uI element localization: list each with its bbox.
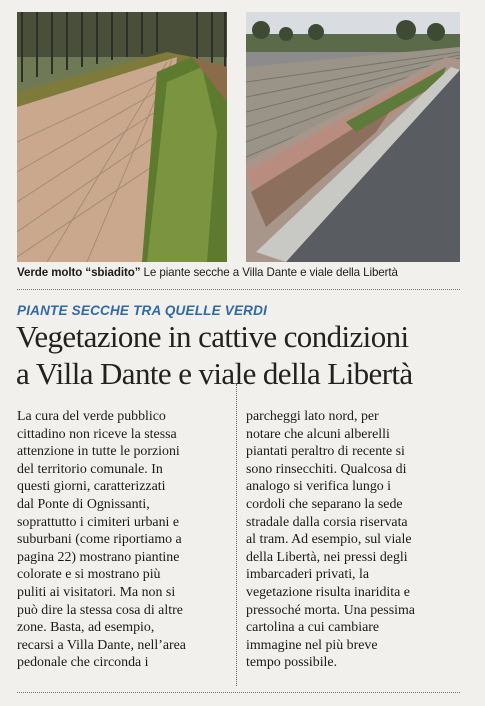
article-line: notare che alcuni alberelli — [246, 426, 390, 442]
article-line: cartolina a cui cambiare — [246, 620, 380, 636]
article-line: del territorio comunale. In — [17, 461, 163, 477]
article-line: della Libertà, nei pressi degli — [246, 549, 408, 565]
column-divider — [236, 384, 237, 686]
divider-bottom — [17, 692, 460, 693]
article-line: analogo si verifica lungo i — [246, 479, 392, 495]
article-line: imbarcaderi privati, la — [246, 567, 370, 583]
article-line: vegetazione risulta inaridita e — [246, 584, 410, 600]
left-column — [17, 408, 229, 672]
article-line: cittadino non riceve la stessa — [17, 426, 177, 442]
article-line: stradale dalla corsia riservata — [246, 514, 408, 530]
article-line: parcheggi lato nord, per — [246, 409, 379, 424]
right-column — [246, 408, 458, 672]
article-line: puliti ai visitatori. Ma non si — [17, 584, 176, 600]
article-line: sono rinsecchiti. Qualcosa di — [246, 461, 407, 477]
article-line: immagine nel più breve — [246, 637, 378, 653]
photo-walkway — [17, 12, 227, 262]
headline — [16, 318, 471, 392]
article-line: tempo possibile. — [246, 655, 338, 671]
article-line: colorate e si mostrano più — [17, 567, 161, 583]
article-line: pedonale che circonda i — [17, 655, 149, 671]
divider-top — [17, 289, 460, 290]
headline-line: Vegetazione in cattive condizioni — [16, 319, 409, 354]
caption-bold: Verde molto “sbiadito” — [17, 266, 141, 279]
article-line: al tram. Ad esempio, sul viale — [246, 532, 412, 548]
article-line: dal Ponte di Ognissanti, — [17, 496, 150, 512]
photo-tram-lane — [246, 12, 460, 262]
article-line: può dire la stessa cosa di altre — [17, 602, 183, 618]
article-line: piantati peraltro di recente si — [246, 444, 405, 460]
photo-caption — [17, 266, 467, 279]
article-line: suburbani (come riportiamo a — [17, 532, 182, 548]
article-line: attenzione in tutte le porzioni — [17, 444, 180, 460]
caption-text: Le piante secche a Villa Dante e viale della Libertà — [143, 266, 398, 279]
article-line: La cura del verde pubblico — [17, 409, 166, 424]
article-line: questi giorni, caratterizzati — [17, 479, 166, 495]
headline-line: a Villa Dante e viale della Libertà — [16, 356, 413, 391]
kicker: PIANTE SECCHE TRA QUELLE VERDI — [17, 303, 268, 318]
article-line: soprattutto i cimiteri urbani e — [17, 514, 180, 530]
article-line: zone. Basta, ad esempio, — [17, 620, 155, 636]
article-line: pressoché morta. Una pessima — [246, 602, 415, 618]
article-line: cordoli che separano la sede — [246, 496, 403, 512]
article-line: recarsi a Villa Dante, nell’area — [17, 637, 186, 653]
article-line: pagina 22) mostrano piantine — [17, 549, 180, 565]
